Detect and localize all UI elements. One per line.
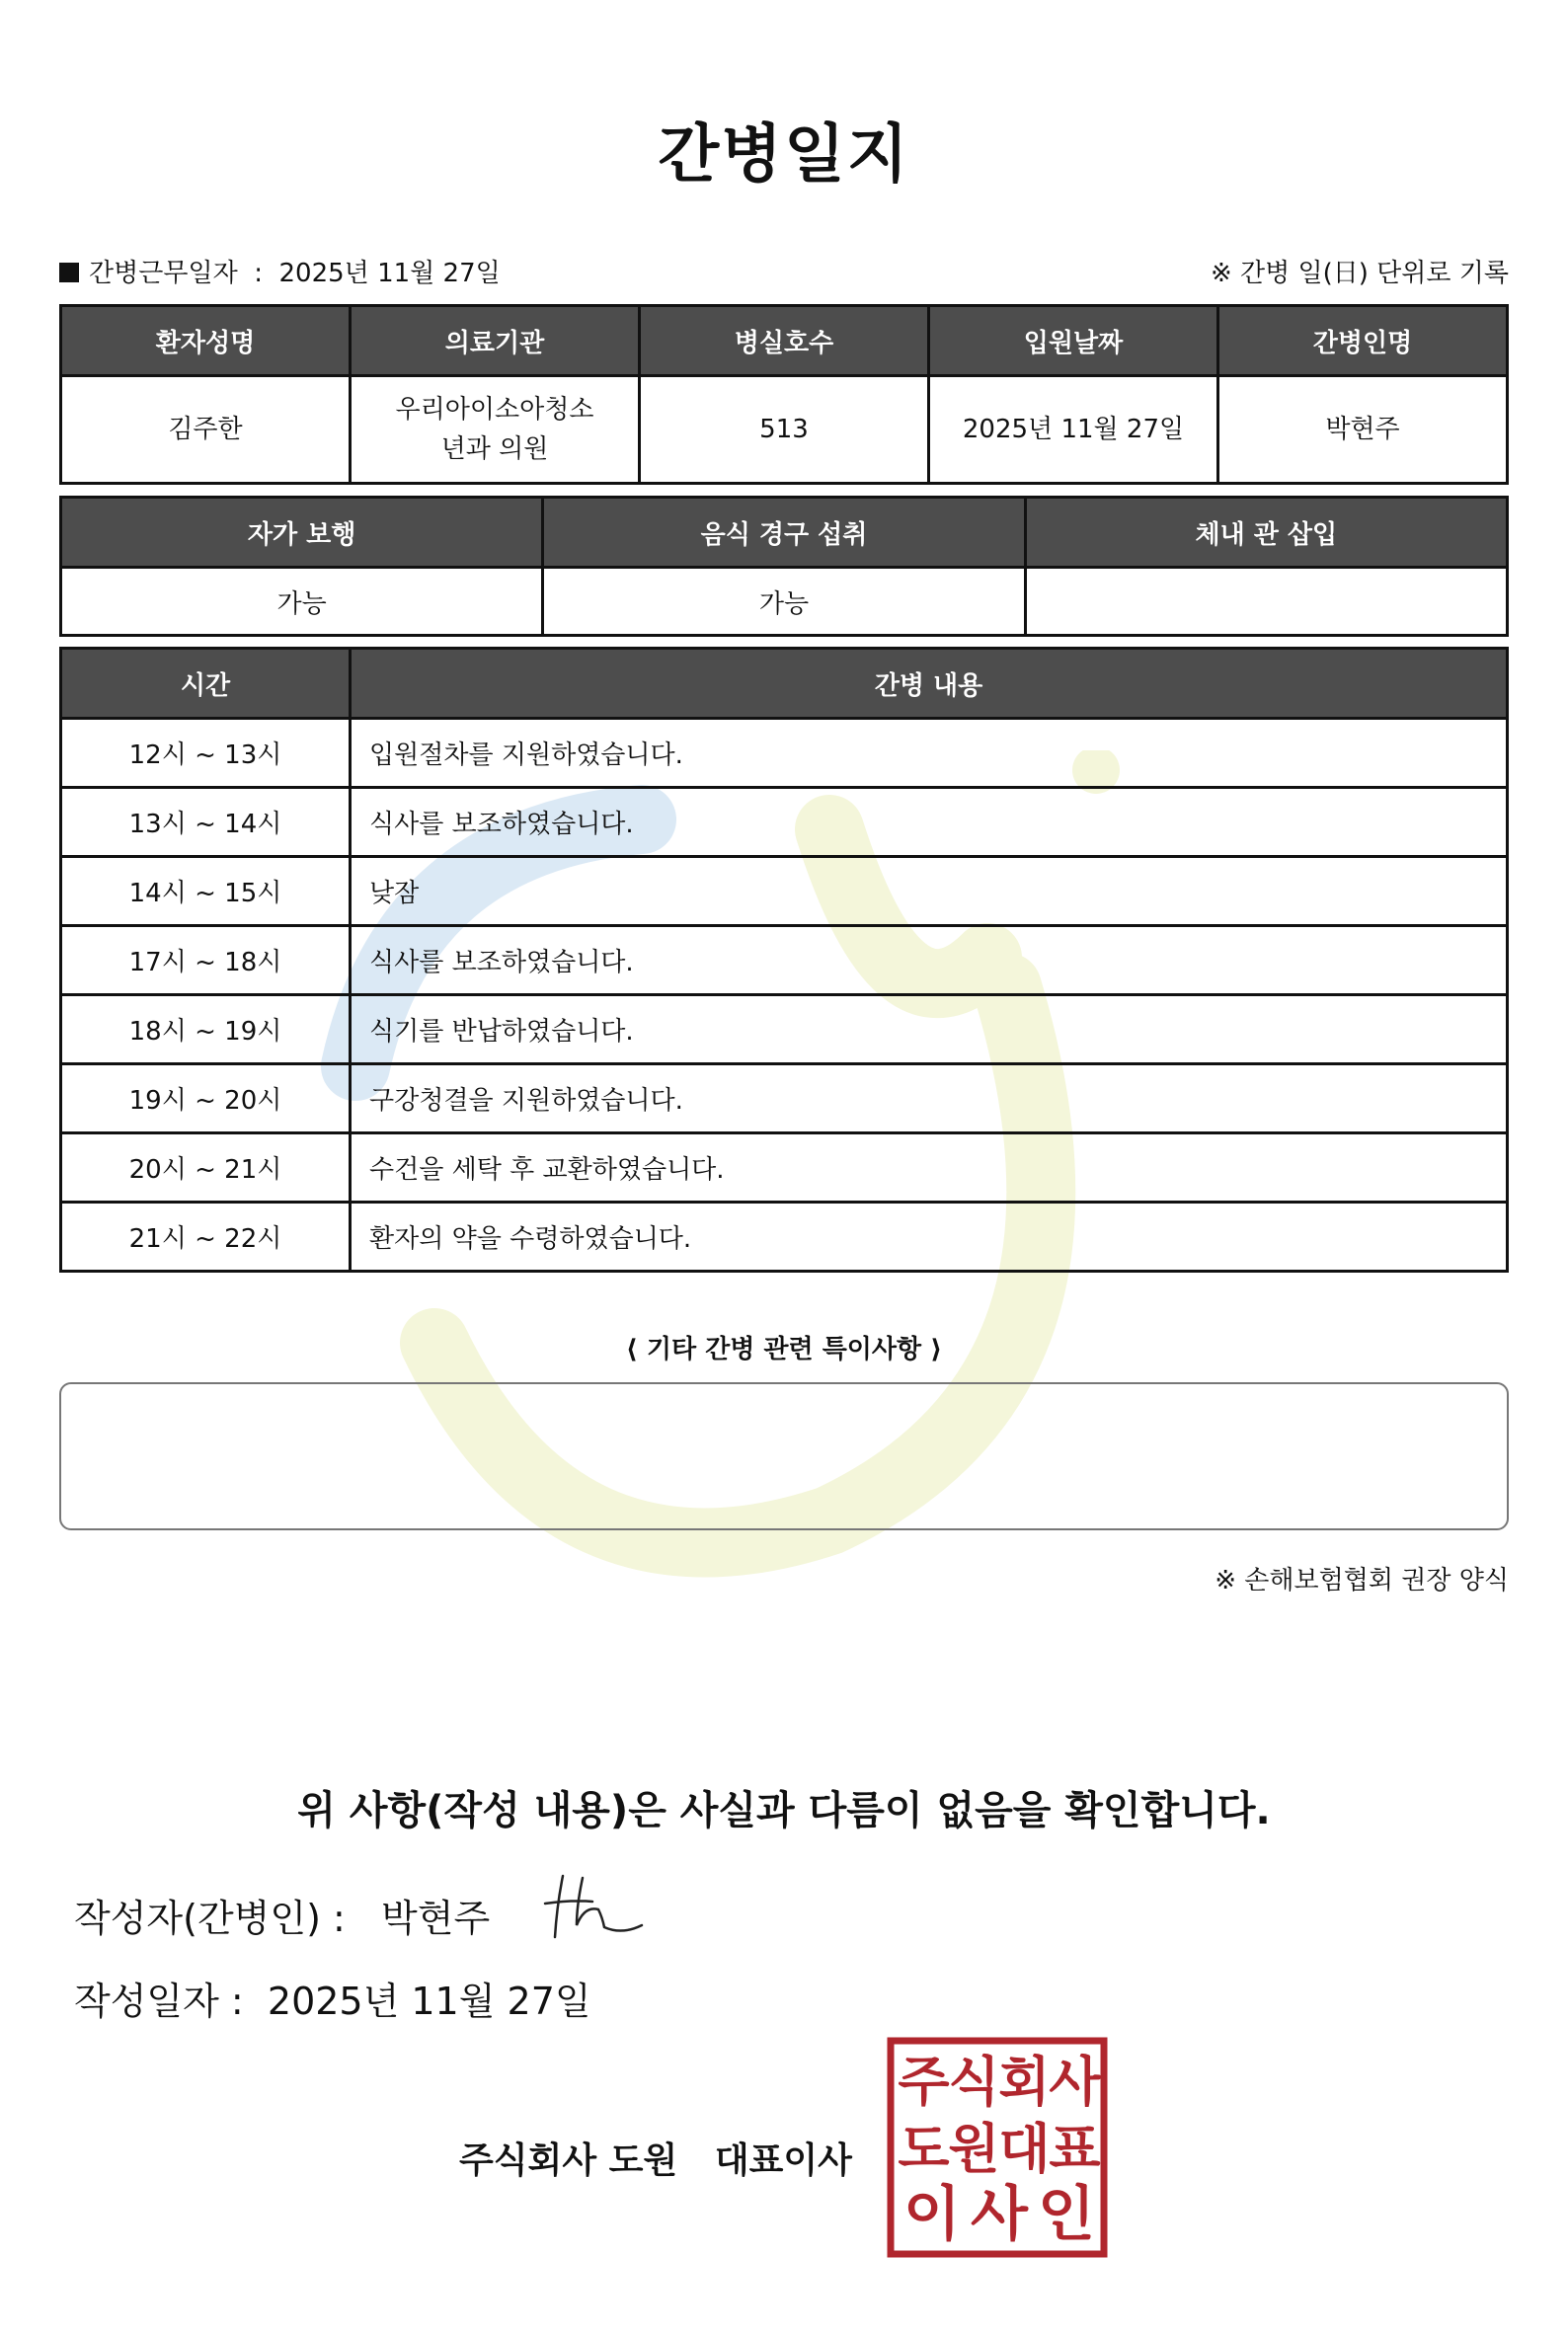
log-content: 낮잠 [351, 857, 1508, 926]
seal-characters [898, 2051, 1101, 2249]
table-row [61, 857, 1508, 926]
header-self-walking: 자가 보행 [61, 498, 543, 568]
header-time: 시간 [61, 649, 351, 719]
header-oral-intake: 음식 경구 섭취 [543, 498, 1025, 568]
writer-label: 작성자(간병인) : [74, 1897, 346, 1940]
written-date-value: 2025년 11월 27일 [267, 1980, 591, 2023]
header-caregiver: 간병인명 [1218, 306, 1508, 376]
tube-insertion-value [1025, 568, 1507, 636]
log-time: 17시 ~ 18시 [61, 926, 351, 995]
log-time: 20시 ~ 21시 [61, 1133, 351, 1203]
header-admission-date: 입원날짜 [929, 306, 1218, 376]
header-hospital: 의료기관 [351, 306, 640, 376]
meta-row [59, 253, 1509, 288]
caregiver-name: 박현주 [1218, 376, 1508, 484]
header-patient-name: 환자성명 [61, 306, 351, 376]
room-number: 513 [640, 376, 929, 484]
self-walking-value: 가능 [61, 568, 543, 636]
log-time: 13시 ~ 14시 [61, 788, 351, 857]
writer-name: 박현주 [381, 1897, 491, 1940]
log-content: 입원절차를 지원하였습니다. [351, 719, 1508, 788]
seal-char: 대 [998, 2118, 1051, 2180]
log-content: 구강청결을 지원하였습니다. [351, 1064, 1508, 1133]
square-bullet-icon [59, 263, 79, 282]
oral-intake-value: 가능 [543, 568, 1025, 636]
other-notes-box [59, 1382, 1509, 1530]
log-content: 식기를 반납하였습니다. [351, 995, 1508, 1064]
log-content: 수건을 세탁 후 교환하였습니다. [351, 1133, 1508, 1203]
log-time: 14시 ~ 15시 [61, 857, 351, 926]
seal-char: 표 [1049, 2118, 1101, 2180]
log-time: 12시 ~ 13시 [61, 719, 351, 788]
table-row [61, 995, 1508, 1064]
company-line [459, 2133, 852, 2183]
written-date-label: 작성일자 : [74, 1980, 244, 2023]
confirmation-statement: 위 사항(작성 내용)은 사실과 다름이 없음을 확인합니다. [297, 1788, 1271, 1833]
handwritten-signature [543, 1866, 652, 1945]
care-date-text: 간병근무일자 : 2025년 11월 27일 [89, 259, 501, 288]
seal-char: 도 [898, 2118, 950, 2180]
log-time: 19시 ~ 20시 [61, 1064, 351, 1133]
seal-char: 이 [903, 2180, 961, 2249]
hospital-name: 우리아이소아청소년과 의원 [351, 376, 640, 484]
header-care-content: 간병 내용 [351, 649, 1508, 719]
company-seal-stamp [887, 2037, 1108, 2258]
table-row [61, 719, 1508, 788]
seal-char: 주 [898, 2051, 950, 2113]
patient-info-table [59, 304, 1509, 485]
log-content: 식사를 보조하였습니다. [351, 926, 1508, 995]
header-tube-insertion: 체내 관 삽입 [1025, 498, 1507, 568]
log-content: 환자의 약을 수령하였습니다. [351, 1203, 1508, 1272]
care-log-table [59, 647, 1509, 1273]
unit-note: ※ 간병 일(日) 단위로 기록 [1210, 259, 1509, 288]
table-row [61, 788, 1508, 857]
table-row [61, 1064, 1508, 1133]
company-name: 주식회사 도원 [459, 2140, 678, 2181]
seal-char: 식 [948, 2051, 1000, 2113]
table-row [61, 1203, 1508, 1272]
page-title: 간병일지 [658, 118, 910, 192]
patient-name: 김주한 [61, 376, 351, 484]
table-row [61, 1133, 1508, 1203]
log-content: 식사를 보조하였습니다. [351, 788, 1508, 857]
header-room: 병실호수 [640, 306, 929, 376]
other-notes-label: ⟨ 기타 간병 관련 특이사항 ⟩ [625, 1335, 943, 1364]
written-date-line [74, 1971, 591, 2025]
log-time: 21시 ~ 22시 [61, 1203, 351, 1272]
admission-date: 2025년 11월 27일 [929, 376, 1218, 484]
care-date [59, 253, 501, 289]
seal-char: 원 [948, 2118, 1000, 2180]
table-row [61, 926, 1508, 995]
log-time: 18시 ~ 19시 [61, 995, 351, 1064]
seal-char: 사 [971, 2180, 1028, 2249]
seal-char: 회 [998, 2051, 1051, 2113]
writer-line [74, 1888, 490, 1942]
seal-char: 사 [1049, 2051, 1101, 2113]
seal-char: 인 [1038, 2180, 1095, 2249]
company-title: 대표이사 [714, 2140, 852, 2181]
recommendation-note: ※ 손해보험협회 권장 양식 [1215, 1566, 1509, 1595]
patient-status-table [59, 496, 1509, 637]
